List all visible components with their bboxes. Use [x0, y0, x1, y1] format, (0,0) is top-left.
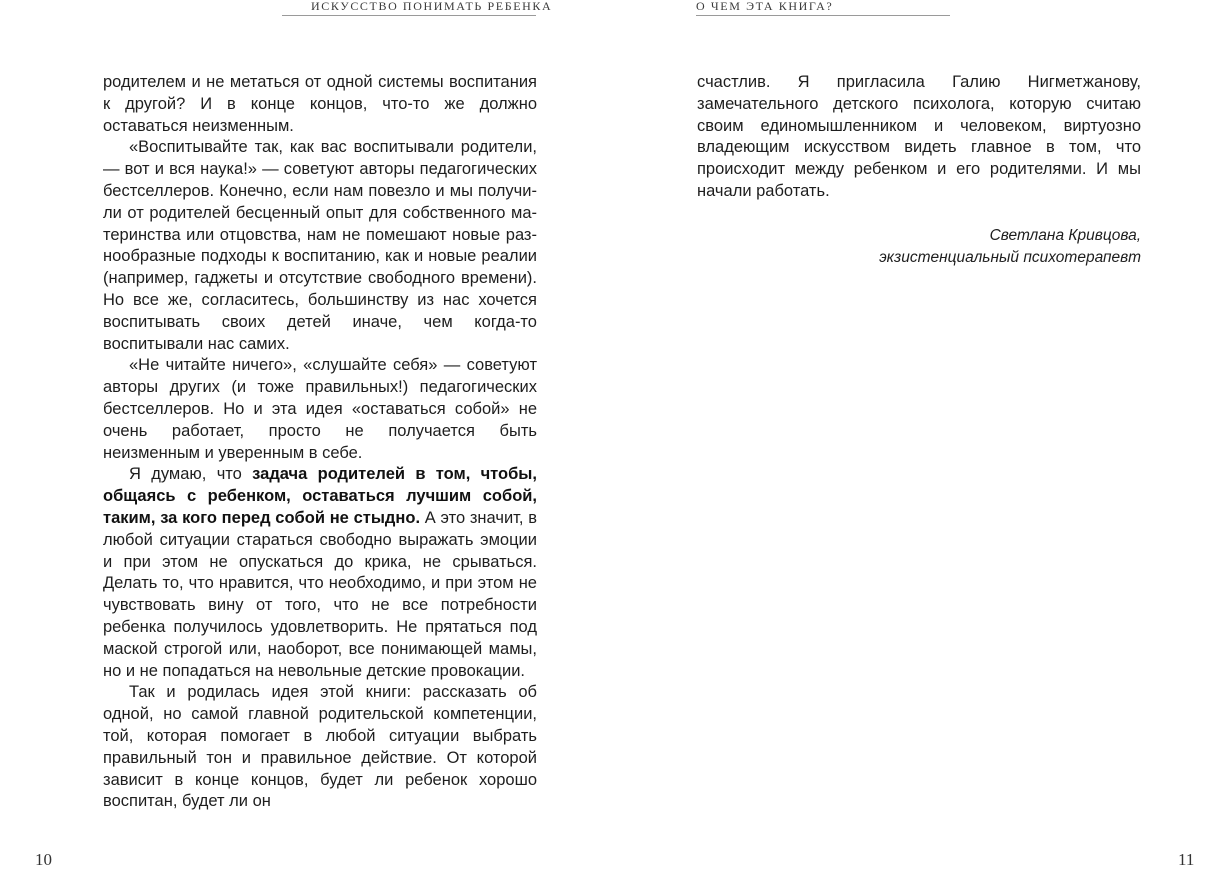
left-body-text — [103, 72, 537, 813]
left-header-rule — [282, 15, 536, 16]
right-header-rule — [696, 15, 950, 16]
signature-title: экзистенциальный психотерапевт — [879, 248, 1141, 266]
right-body-text — [697, 72, 1141, 269]
left-paragraph-5: Так и родилась идея этой книги: рассказать об одной, но самой главной родительской компетенции, той, которая помогает в любой ситуации выбрать правильный тон и правильное действие. От которой зависит в конце концов, будет ли ребенок хорошо воспитан, будет ли он — [103, 683, 537, 811]
right-page-number: 11 — [1178, 850, 1195, 869]
left-running-head: ИСКУССТВО ПОНИМАТЬ РЕБЕНКА — [311, 0, 553, 13]
left-page-number: 10 — [35, 850, 52, 869]
signature — [697, 225, 1141, 269]
right-page — [615, 0, 1230, 871]
left-paragraph-3: «Не читайте ничего», «слушайте себя» — советуют авторы других (и тоже правильных!) педагогических бестселлеров. Но и эта идея «оставаться собой» не очень работает, просто не получается быть неизменным и уверенным в себе. — [103, 356, 537, 462]
right-running-head: О ЧЕМ ЭТА КНИГА? — [696, 0, 834, 13]
left-paragraph-4 — [103, 464, 537, 682]
signature-name: Светлана Кривцова, — [989, 226, 1141, 244]
left-paragraph-1: родителем и не метаться от одной системы воспитания к другой? И в конце концов, что-то же должно оставаться неизменным. — [103, 73, 537, 135]
paragraph-4-start: Я думаю, что — [129, 465, 253, 484]
left-paragraph-2: «Воспитывайте так, как вас воспитывали родители, — вот и вся наука!» — советуют авторы педагогических бестселлеров. Конечно, если нам повезло и мы получили от родителей бесценный опыт для собственного материнства или отцовства, нам не помешают новые разнообразные подходы к воспитанию, как и новые реалии (например, гаджеты и отсутствие свободного времени). Но все же, согласитесь, большинству из нас хочется воспитывать своих детей иначе, чем когда-то воспитывали нас самих. — [103, 138, 537, 353]
paragraph-4-end: А это значит, в любой ситуации стараться свободно выражать эмоции и при этом не опускаться до крика, не срываться. Делать то, что нравится, что необходимо, и при этом не чувствовать вину от того, что не все потребности ребенка получилось удовлетворить. Не прятаться под маской строгой или, наоборот, все понимающей мамы, но и не попадаться на невольные детские провокации. — [103, 508, 537, 680]
paragraph-4-bold: задача родителей в том, чтобы, общаясь с ребенком, оставаться лучшим собой, таким, за кого перед собой не стыдно. — [103, 465, 537, 527]
right-paragraph-1: счастлив. Я пригласила Галию Нигметжанову, замечательного детского психолога, которую считаю своим единомышленником и человеком, виртуозно владеющим искусством видеть главное в том, что происходит между ребенком и его родителями. И мы начали работать. — [697, 73, 1141, 200]
